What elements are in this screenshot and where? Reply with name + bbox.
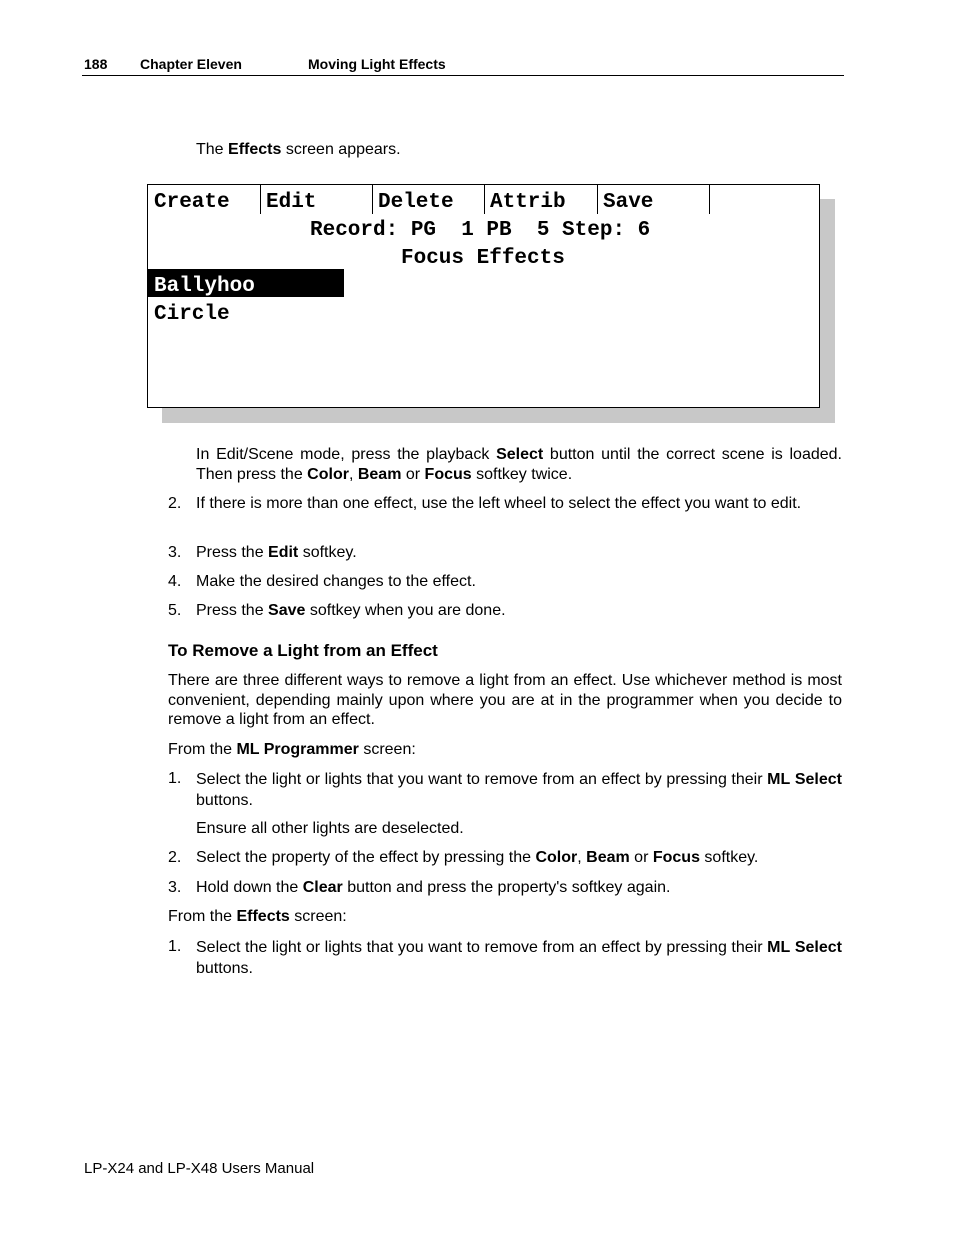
section-title: Moving Light Effects (308, 56, 446, 72)
list-item: 5. Press the Save softkey when you are done. (168, 602, 506, 619)
list-item: 4. Make the desired changes to the effect. (168, 573, 476, 590)
header-rule (82, 75, 844, 76)
record-line: Record: PG 1 PB 5 Step: 6 (310, 219, 651, 242)
effects-screen (147, 184, 820, 408)
softkey-divider (484, 185, 485, 214)
edit-paragraph: In Edit/Scene mode, press the playback Select button until the correct scene is loaded. Then press the Color, Beam or Focus softkey twice. (196, 446, 842, 483)
list-item: 2. Select the property of the effect by pressing the Color, Beam or Focus softkey. (168, 849, 759, 866)
remove-intro: There are three different ways to remove a light from an effect. Use whichever method is most convenient, depending mainly upon where you are at in the programmer when you decide to remove a light from an effect. (168, 672, 842, 728)
from-effects-line: From the Effects screen: (168, 908, 347, 925)
softkey-divider (709, 185, 710, 214)
softkey-divider (372, 185, 373, 214)
screen-title: Focus Effects (401, 247, 565, 270)
list-item: 3. Press the Edit softkey. (168, 544, 357, 561)
effect-item-ballyhoo[interactable]: Ballyhoo (154, 275, 255, 298)
effect-item-circle[interactable]: Circle (154, 303, 230, 326)
softkey-divider (597, 185, 598, 214)
ml-note: Ensure all other lights are deselected. (196, 820, 464, 837)
chapter-title: Chapter Eleven (140, 56, 242, 72)
softkey-delete[interactable]: Delete (378, 191, 454, 214)
softkey-attrib[interactable]: Attrib (490, 191, 566, 214)
page-number: 188 (84, 56, 108, 72)
footer-manual-title: LP-X24 and LP-X48 Users Manual (84, 1160, 315, 1177)
softkey-edit[interactable]: Edit (266, 191, 317, 214)
list-item: 1. Select the light or lights that you want to remove from an effect by pressing their ML Select buttons. (168, 770, 842, 809)
softkey-create[interactable]: Create (154, 191, 230, 214)
from-ml-line: From the ML Programmer screen: (168, 741, 416, 758)
list-item: 2. If there is more than one effect, use the left wheel to select the effect you want to edit. (168, 495, 802, 512)
list-item: 1. Select the light or lights that you want to remove from an effect by pressing their ML Select buttons. (168, 938, 842, 977)
softkey-save[interactable]: Save (603, 191, 654, 214)
list-item: 3. Hold down the Clear button and press the property's softkey again. (168, 879, 671, 896)
remove-heading: To Remove a Light from an Effect (168, 641, 438, 660)
intro-line: The Effects screen appears. (196, 141, 401, 158)
softkey-divider (260, 185, 261, 214)
